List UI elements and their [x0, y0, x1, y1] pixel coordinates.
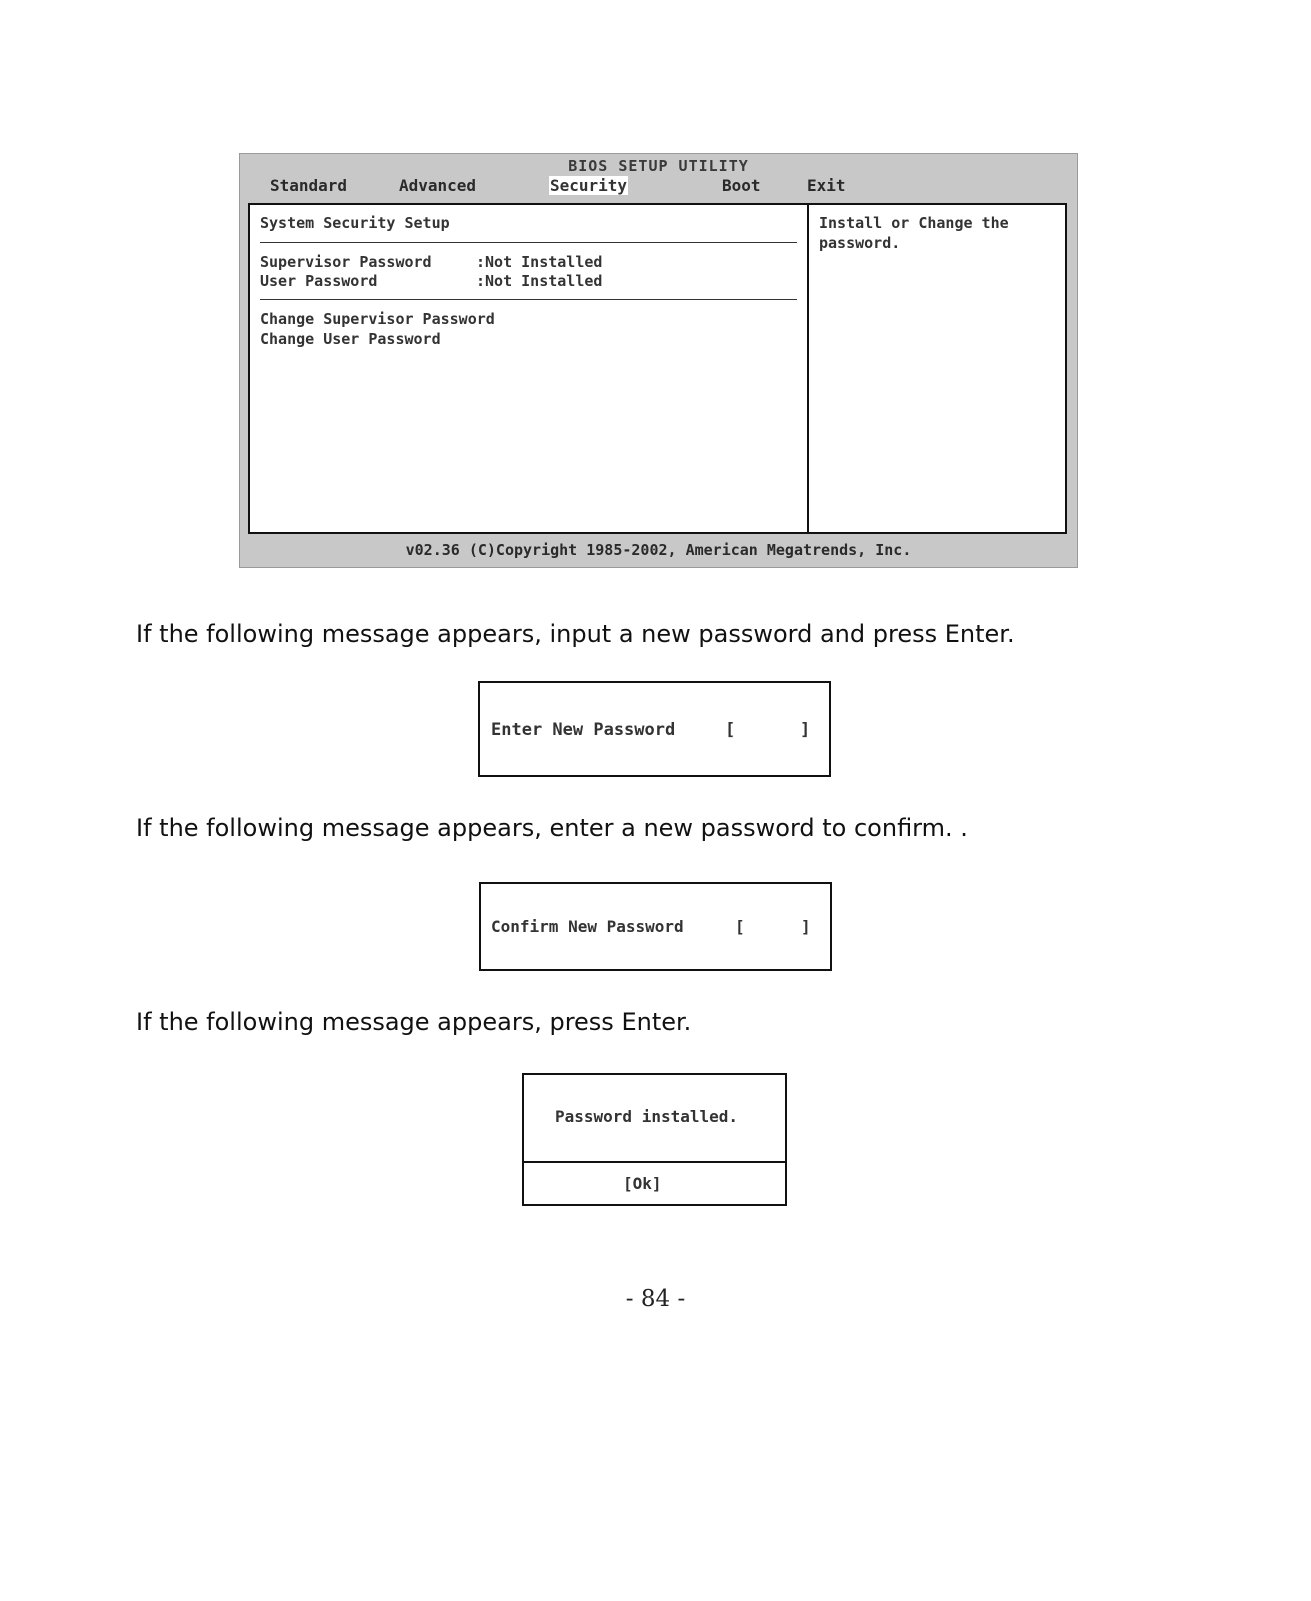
page-number: - 84 - [625, 1286, 686, 1312]
bios-footer-copyright: v02.36 (C)Copyright 1985-2002, American Megatrends, Inc. [405, 541, 912, 559]
instruction-confirm-password: If the following message appears, enter a new password to confirm. . [136, 814, 968, 842]
confirm-field-close-bracket: ] [801, 917, 811, 936]
change-user-password-item[interactable]: Change User Password [260, 330, 441, 348]
instruction-press-enter: If the following message appears, press Enter. [136, 1008, 692, 1036]
ok-button[interactable]: [Ok] [623, 1174, 662, 1193]
bios-setup-screenshot [239, 153, 1078, 568]
supervisor-password-label: Supervisor Password [260, 253, 432, 271]
help-text-line2: password. [819, 234, 901, 252]
enter-new-password-dialog [478, 681, 831, 777]
help-text-line1: Install or Change the [819, 214, 1009, 232]
confirm-new-password-dialog [479, 882, 832, 971]
menu-standard[interactable]: Standard [270, 176, 348, 195]
user-password-label: User Password [260, 272, 378, 290]
supervisor-password-status: :Not Installed [476, 253, 603, 271]
status-divider [260, 299, 797, 300]
menu-boot[interactable]: Boot [722, 176, 761, 195]
password-installed-dialog [522, 1073, 787, 1206]
section-divider [260, 242, 797, 243]
confirm-field-open-bracket: [ [735, 917, 745, 936]
password-field-close-bracket: ] [800, 720, 811, 740]
panel-divider [807, 205, 809, 532]
dialog-divider [524, 1161, 785, 1163]
password-field-open-bracket: [ [725, 720, 736, 740]
instruction-enter-password: If the following message appears, input a new password and press Enter. [136, 620, 1015, 648]
user-password-status: :Not Installed [476, 272, 603, 290]
confirm-new-password-label: Confirm New Password [491, 917, 684, 936]
menu-exit[interactable]: Exit [807, 176, 846, 195]
enter-new-password-label: Enter New Password [491, 720, 676, 740]
menu-security[interactable]: Security [550, 176, 628, 195]
change-supervisor-password-item[interactable]: Change Supervisor Password [260, 310, 495, 328]
menu-advanced[interactable]: Advanced [399, 176, 477, 195]
section-title: System Security Setup [260, 214, 450, 232]
bios-main-panel [248, 203, 1067, 534]
bios-title: BIOS SETUP UTILITY [568, 157, 749, 175]
password-installed-message: Password installed. [555, 1107, 739, 1126]
